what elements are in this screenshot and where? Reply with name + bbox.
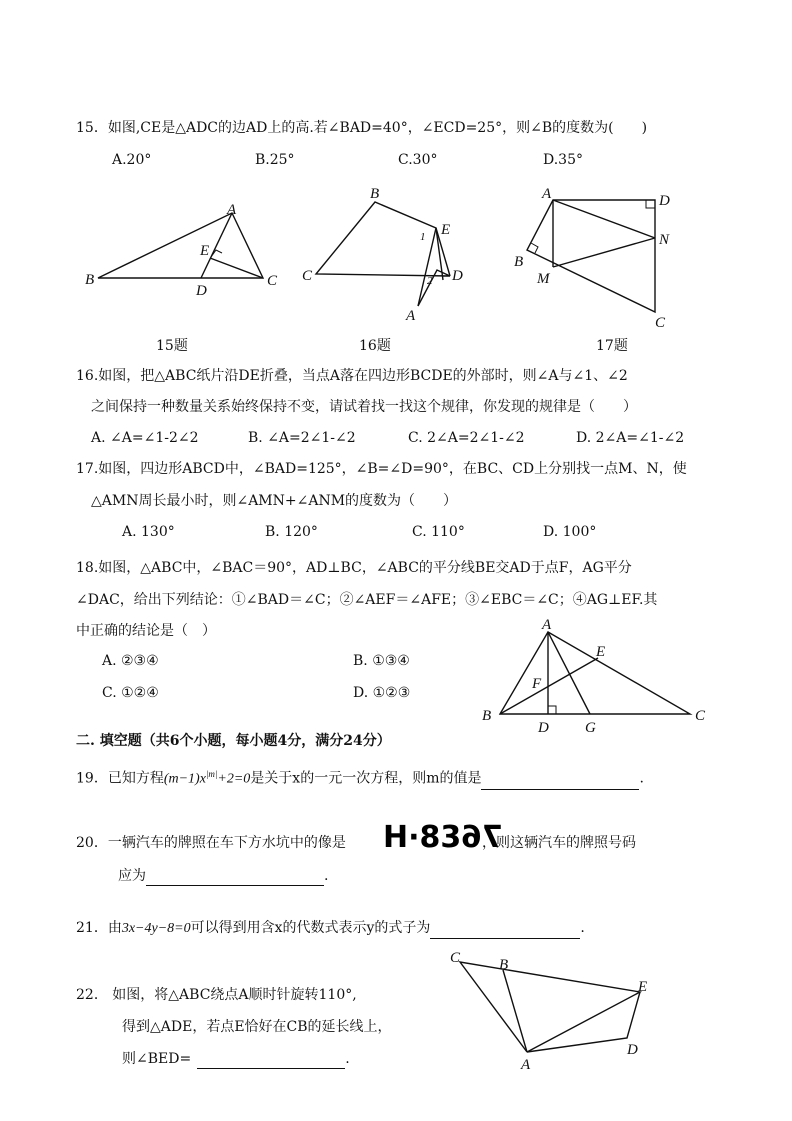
- q21-before: 21．由: [76, 920, 122, 936]
- fig16-label-angle2: 2: [427, 275, 433, 287]
- q18-option-c: C. ①②④: [102, 685, 159, 701]
- q18-option-a: A. ②③④: [102, 653, 159, 669]
- fig18-label-b: B: [482, 708, 492, 724]
- fig15-label-b: B: [85, 272, 95, 288]
- q15-option-d: D.35°: [543, 152, 583, 168]
- fig15-label-a: A: [227, 202, 237, 218]
- fig16-label-d: D: [452, 268, 463, 284]
- fig16-label-a: A: [406, 308, 416, 324]
- q19-exponent: |m|: [205, 769, 218, 779]
- q18-option-b: B. ①③④: [353, 653, 410, 669]
- q20-end: .: [324, 868, 329, 884]
- fig16-label-angle1: 1: [420, 231, 426, 243]
- q22-end: .: [345, 1051, 350, 1067]
- fig18-label-e: E: [596, 644, 606, 660]
- q18-line1: 18.如图，△ABC中，∠BAC＝90°，AD⊥BC，∠ABC的平分线BE交AD于点F，AG平分: [76, 560, 632, 576]
- q17-option-c: C. 110°: [412, 524, 465, 540]
- fig16-label-c: C: [302, 268, 313, 284]
- fig17-label-d: D: [659, 193, 670, 209]
- fig17-label-b: B: [514, 254, 524, 270]
- q15-option-b: B.25°: [255, 152, 295, 168]
- fig17-label-a: A: [542, 186, 552, 202]
- q19-equation-tail: +2=0: [217, 771, 251, 787]
- fig15-label-e: E: [200, 243, 210, 259]
- q16-line1: 16.如图，把△ABC纸片沿DE折叠，当点A落在四边形BCDE的外部时，则∠A与∠1、∠2: [76, 368, 628, 384]
- fig18-label-c: C: [695, 708, 706, 724]
- q20-before: 20．一辆汽车的牌照在车下方水坑中的像是: [76, 835, 346, 851]
- fig16-label-e: E: [441, 222, 451, 238]
- q22-line2: 得到△ADE，若点E恰好在CB的延长线上，: [122, 1019, 392, 1035]
- fig22-triangle-ace: [460, 962, 640, 1052]
- q18-option-d: D. ①②③: [353, 685, 411, 701]
- fig22-segment-ab: [503, 970, 527, 1052]
- q18-line2: ∠DAC，给出下列结论：①∠BAD＝∠C；②∠AEF＝∠AFE；③∠EBC＝∠C；④AG⊥EF.其: [76, 592, 658, 608]
- fig22-label-a: A: [521, 1057, 531, 1073]
- caption-16: 16题: [359, 338, 391, 354]
- caption-15: 15题: [156, 338, 188, 354]
- q21-after: 可以得到用含x的代数式表示y的式子为: [190, 920, 431, 936]
- q16-option-d: D. 2∠A=∠1-∠2: [576, 430, 685, 446]
- q17-line2: △AMN周长最小时，则∠AMN+∠ANM的度数为（ ）: [91, 493, 458, 509]
- q20-line2-text: 应为: [118, 868, 146, 884]
- q21-equation: 3x−4y−8=0: [121, 921, 191, 936]
- fig22-label-e: E: [638, 979, 648, 995]
- fig17-label-c: C: [655, 315, 666, 331]
- q16-option-b: B. ∠A=2∠1-∠2: [248, 430, 356, 446]
- fig18-label-g: G: [585, 720, 596, 736]
- q16-line2: 之间保持一种数量关系始终保持不变，请试着找一找这个规律，你发现的规律是（ ）: [91, 399, 637, 415]
- q17-option-d: D. 100°: [543, 524, 597, 540]
- fig15-label-c: C: [267, 273, 278, 289]
- q15-option-c: C.30°: [398, 152, 438, 168]
- q22-line3-text: 则∠BED=: [122, 1051, 192, 1067]
- fig22-label-c: C: [450, 950, 461, 966]
- plate-text: H·83: [383, 820, 462, 855]
- q16-option-a: A. ∠A=∠1-2∠2: [91, 430, 199, 446]
- fig17-label-m: M: [537, 271, 550, 287]
- fig17-label-n: N: [659, 232, 670, 248]
- q15-text: 15．如图,CE是△ADC的边AD上的高.若∠BAD=40°，∠ECD=25°，则∠B的度数为( ): [76, 120, 648, 136]
- fig18-label-f: F: [532, 676, 542, 692]
- fig18-label-d: D: [538, 720, 549, 736]
- q20-after: ，则这辆汽车的牌照号码: [482, 835, 636, 851]
- q16-option-c: C. 2∠A=2∠1-∠2: [408, 430, 525, 446]
- fig15-label-d: D: [196, 283, 207, 299]
- q19-after: 是关于x的一元一次方程，则m的值是: [250, 770, 482, 787]
- q17-line1: 17.如图，四边形ABCD中，∠BAD=125°，∠B=∠D=90°，在BC、CD上分别找一点M、N，使: [76, 461, 687, 477]
- section-2-heading: 二. 填空题（共6个小题，每小题4分，满分24分）: [76, 733, 391, 749]
- q19-before: 19．已知方程: [76, 770, 164, 787]
- fig16-label-b: B: [370, 186, 380, 202]
- q22-line1: 22． 如图，将△ABC绕点A顺时针旋转110°,: [76, 987, 357, 1003]
- q17-option-b: B. 120°: [265, 524, 318, 540]
- q15-option-a: A.20°: [112, 152, 152, 168]
- q19-equation: (m−1)x: [163, 771, 206, 787]
- plate-mirrored-digits: 76: [461, 820, 504, 855]
- q17-option-a: A. 130°: [122, 524, 175, 540]
- fig18-label-a: A: [542, 617, 552, 633]
- caption-17: 17题: [596, 338, 628, 354]
- q18-line3: 中正确的结论是（ ）: [76, 623, 216, 639]
- fig22-label-d: D: [627, 1042, 638, 1058]
- fig22-label-b: B: [499, 957, 509, 973]
- q19-end: .: [639, 770, 644, 787]
- q21-end: .: [580, 920, 585, 936]
